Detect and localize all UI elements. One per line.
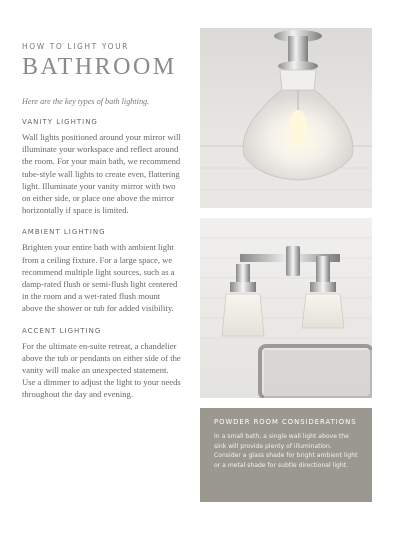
kicker: HOW TO LIGHT YOUR (22, 42, 129, 51)
section-body: For the ultimate en-suite retreat, a chandelier above the tub or pendants on either side of the vanity will make an unexpected statement. Use a dimmer to adjust the light to your needs throughout the day and evening. (22, 340, 181, 400)
intro-text: Here are the key types of bath lighting. (22, 97, 150, 106)
callout-heading: POWDER ROOM CONSIDERATIONS (214, 418, 357, 426)
section-body: Wall lights positioned around your mirror will illuminate your workspace and reflect around the room. For your main bath, we recommend tube-style wall lights to create even, flattering light. Illuminate your vanity mirror with two on either side, or place one above the mirror horizontally if space is limited. (22, 132, 181, 216)
section-heading: VANITY LIGHTING (22, 118, 98, 126)
powder-room-callout (200, 408, 372, 502)
section-heading: ACCENT LIGHTING (22, 326, 102, 335)
vanity-sconce-photo (200, 218, 372, 398)
section-heading: AMBIENT LIGHTING (22, 228, 106, 237)
article-column (22, 42, 182, 401)
section-ambient (22, 228, 182, 314)
callout-body: In a small bath, a single wall light above the sink will provide plenty of illumination. Consider a glass shade for bright ambient light or a metal shade for subtle directional light. (214, 433, 358, 469)
section-accent (22, 327, 182, 401)
section-vanity (22, 118, 182, 216)
page-title: BATHROOM (22, 54, 177, 80)
ceiling-light-photo (200, 28, 372, 208)
section-body: Brighten your entire bath with ambient light from a ceiling fixture. For a large space, we recommend multiple light sources, such as a damp-rated flush or semi-flush light centered in the room and a wet-rated flush mount above the shower or tub for added visibility. (22, 242, 178, 314)
